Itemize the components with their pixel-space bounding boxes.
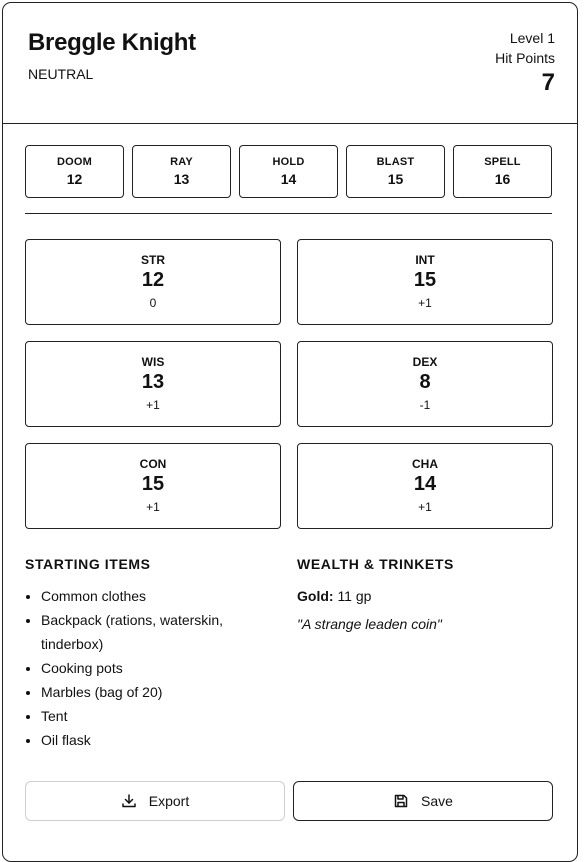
ability-score: 14 [413,473,437,495]
wealth-section [297,556,553,636]
floppy-disk-icon [393,793,409,809]
save-button[interactable] [293,781,553,821]
list-item: • Cooking pots [41,656,281,680]
list-item: • Marbles (bag of 20) [41,680,281,704]
hit-points-value: 7 [541,69,555,96]
save-label: BLAST [376,156,415,168]
save-doom [25,145,124,198]
save-value: 16 [494,171,511,187]
ability-con [25,443,281,529]
ability-label: CHA [412,457,438,471]
wealth-title: WEALTH & TRINKETS [297,556,454,572]
export-label: Export [148,793,190,809]
character-level: Level 1 [509,30,555,46]
save-ray [132,145,231,198]
gold-line [297,584,553,608]
saving-throws [25,145,552,198]
save-value: 15 [387,171,404,187]
save-value: 13 [173,171,190,187]
section-divider [25,213,552,214]
ability-modifier: +1 [418,296,432,310]
list-item: • Common clothes [41,584,281,608]
ability-modifier: +1 [146,500,160,514]
save-value: 12 [66,171,83,187]
hit-points-label: Hit Points [495,50,555,66]
save-label: SPELL [484,156,521,168]
ability-label: WIS [141,355,165,369]
list-item: • Oil flask [41,728,281,752]
level-and-hp [495,28,555,98]
gold-value: 11 gp [337,588,372,604]
save-label: Save [421,793,453,809]
save-spell [453,145,552,198]
export-button[interactable] [25,781,285,821]
ability-modifier: +1 [146,398,160,412]
ability-label: INT [415,253,435,267]
character-header [3,3,577,124]
ability-label: STR [141,253,165,267]
save-hold [239,145,338,198]
list-item: • Backpack (rations, waterskin, tinderbox) [41,608,281,656]
ability-scores [25,239,553,529]
ability-dex [297,341,553,427]
download-icon [121,793,137,809]
ability-label: CON [139,457,167,471]
character-name: Breggle Knight [28,29,196,56]
ability-label: DEX [412,355,438,369]
ability-score: 13 [141,371,165,393]
starting-items-title: STARTING ITEMS [25,556,151,572]
ability-int [297,239,553,325]
save-label: RAY [170,156,193,168]
gold-label: Gold: [297,588,334,604]
ability-score: 12 [141,269,165,291]
list-item: • Tent [41,704,281,728]
ability-modifier: 0 [149,296,157,310]
character-alignment: NEUTRAL [28,66,94,82]
save-label: HOLD [272,156,305,168]
ability-modifier: -1 [419,398,431,412]
starting-items-list [25,584,281,752]
trinket-text: "A strange leaden coin" [297,616,442,632]
save-blast [346,145,445,198]
save-value: 14 [280,171,297,187]
ability-wis [25,341,281,427]
ability-str [25,239,281,325]
ability-score: 15 [413,269,437,291]
ability-score: 15 [141,473,165,495]
ability-score: 8 [419,371,431,393]
starting-items-section [25,556,281,752]
save-label: DOOM [56,156,93,168]
ability-modifier: +1 [418,500,432,514]
ability-cha [297,443,553,529]
